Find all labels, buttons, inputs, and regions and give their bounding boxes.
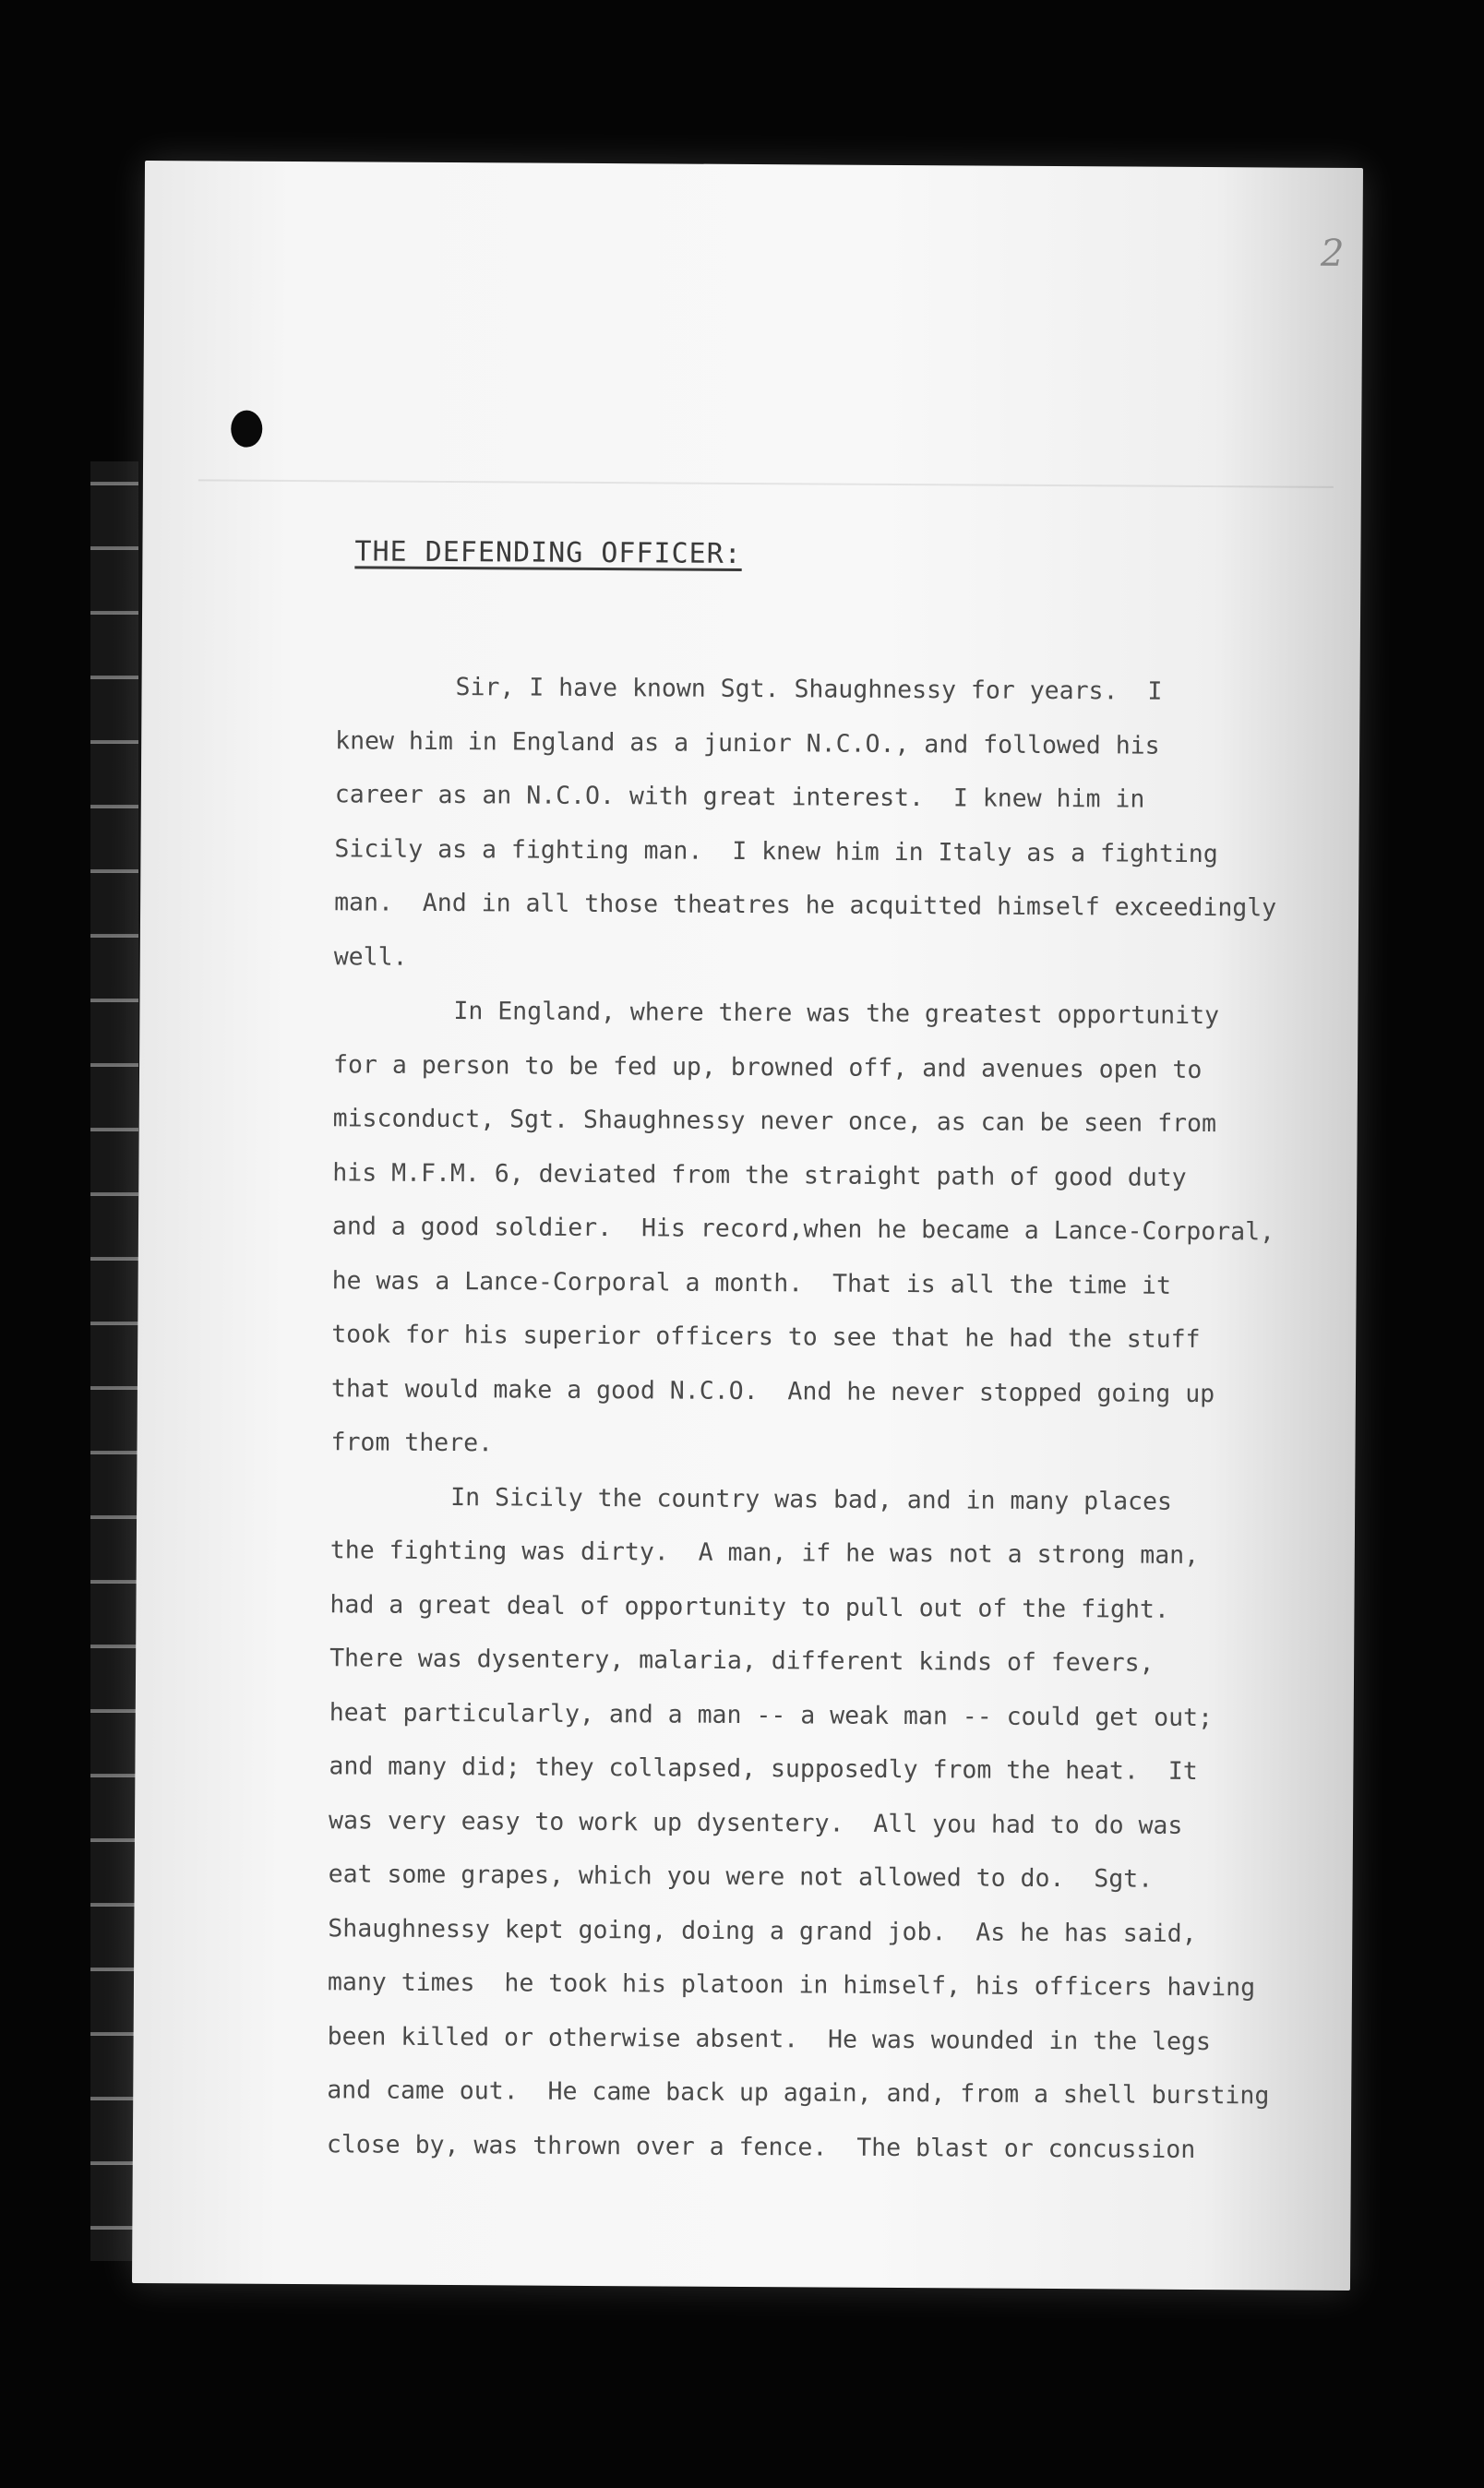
transcript-line: and many did; they collapsed, supposedly from the heat. It bbox=[329, 1752, 1198, 1786]
transcript-line: In Sicily the country was bad, and in many places bbox=[450, 1482, 1173, 1516]
transcript-line: In England, where there was the greatest opportunity bbox=[453, 997, 1220, 1031]
transcript-line: well. bbox=[333, 941, 408, 972]
transcript-line: from there. bbox=[330, 1428, 494, 1458]
transcript-line: eat some grapes, which you were not allowed to do. Sgt. bbox=[328, 1860, 1154, 1894]
transcript-line: and came out. He came back up again, and, from a shell bursting bbox=[327, 2075, 1270, 2111]
transcript-line: Sir, I have known Sgt. Shaughnessy for years. I bbox=[455, 673, 1163, 706]
transcript-line: took for his superior officers to see that he had the stuff bbox=[331, 1320, 1201, 1354]
transcript-line: his M.F.M. 6, deviated from the straight path of good duty bbox=[332, 1157, 1187, 1192]
transcript-line: had a great deal of opportunity to pull out of the fight. bbox=[329, 1589, 1169, 1624]
film-edge-strip bbox=[90, 461, 138, 2261]
transcript-line: many times he took his platoon in himself, his officers having bbox=[327, 1968, 1256, 2003]
transcript-line: that would make a good N.C.O. And he never stopped going up bbox=[330, 1373, 1215, 1408]
transcript-line: for a person to be fed up, browned off, and avenues open to bbox=[332, 1049, 1203, 1084]
page-number-mark: 2 bbox=[1320, 232, 1345, 275]
transcript-line: been killed or otherwise absent. He was wounded in the legs bbox=[327, 2021, 1211, 2056]
speaker-heading: THE DEFENDING OFFICER: bbox=[354, 535, 742, 570]
transcript-line: the fighting was dirty. A man, if he was not a strong man, bbox=[329, 1536, 1200, 1570]
transcript-line: close by, was thrown over a fence. The blast or concussion bbox=[326, 2129, 1196, 2164]
transcript-body bbox=[327, 660, 1333, 2178]
transcript-line: Shaughnessy kept going, doing a grand job. As he has said, bbox=[328, 1913, 1197, 1948]
transcript-line: There was dysentery, malaria, different kinds of fevers, bbox=[329, 1644, 1155, 1678]
transcript-line: and a good soldier. His record,when he became a Lance-Corporal, bbox=[331, 1212, 1275, 1247]
transcript-line: misconduct, Sgt. Shaughnessy never once, as can be seen from bbox=[332, 1104, 1217, 1139]
transcript-line: man. And in all those theatres he acquitted himself exceedingly bbox=[334, 888, 1277, 923]
transcript-line: heat particularly, and a man -- a weak man -- could get out; bbox=[329, 1697, 1214, 1732]
document-page bbox=[132, 161, 1363, 2291]
transcript-line: he was a Lance-Corporal a month. That is all the time it bbox=[331, 1265, 1172, 1300]
transcript-line: Sicily as a fighting man. I knew him in Italy as a fighting bbox=[334, 833, 1218, 868]
transcript-line: was very easy to work up dysentery. All you had to do was bbox=[328, 1805, 1183, 1840]
punch-hole bbox=[231, 411, 262, 448]
transcript-line: career as an N.C.O. with great interest. I knew him in bbox=[334, 780, 1145, 814]
transcript-line: knew him in England as a junior N.C.O., and followed his bbox=[335, 725, 1160, 760]
fold-line bbox=[198, 479, 1334, 488]
